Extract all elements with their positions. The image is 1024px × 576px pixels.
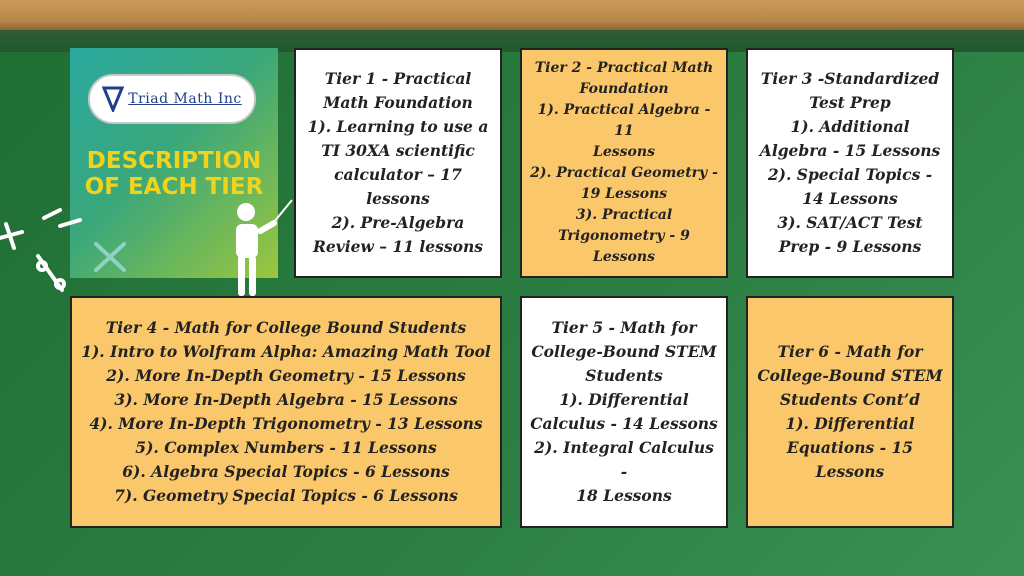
tier-4-line: 5). Complex Numbers - 11 Lessons: [135, 438, 437, 457]
page-title-line1: DESCRIPTION: [86, 148, 262, 174]
tier-6-line: 1). Differential: [785, 414, 915, 433]
tier-5-line: 2). Integral Calculus -: [534, 438, 714, 481]
tier-3-line: 3). SAT/ACT Test: [777, 213, 923, 232]
tier-5-line: 18 Lessons: [576, 486, 672, 505]
tier-5-line: Students: [585, 366, 663, 385]
triangle-logo-icon: [102, 86, 124, 112]
teacher-figure-icon: [222, 196, 302, 300]
minus-icon: [44, 210, 60, 218]
tier-1-line: calculator – 17: [334, 165, 462, 184]
tier-2-text: [530, 58, 718, 268]
tier-3-text: [760, 67, 940, 259]
tier-4-line: Tier 4 - Math for College Bound Students: [105, 318, 467, 337]
tier-1-line: Math Foundation: [323, 93, 473, 112]
logo-text: Triad Math Inc: [128, 91, 242, 107]
tier-5-line: Calculus - 14 Lessons: [530, 414, 718, 433]
page-title-line2: OF EACH TIER: [84, 174, 264, 200]
tier-5-line: 1). Differential: [559, 390, 689, 409]
tier-2-line: 2). Practical Geometry -: [530, 165, 718, 181]
tier-4-card: [70, 296, 502, 528]
tier-1-line: Tier 1 - Practical: [324, 69, 472, 88]
tier-3-card: [746, 48, 954, 278]
tier-1-line: TI 30XA scientific: [321, 141, 475, 160]
tier-2-line: Lessons: [593, 144, 655, 160]
tier-1-text: [308, 67, 489, 259]
tier-2-line: 3). Practical: [575, 207, 673, 223]
tier-6-line: Tier 6 - Math for: [777, 342, 923, 361]
tier-6-line: Equations - 15: [786, 438, 914, 457]
tier-2-line: Lessons: [593, 249, 655, 265]
tier-3-line: 14 Lessons: [802, 189, 898, 208]
tier-5-text: [530, 316, 718, 508]
tier-6-line: Students Cont’d: [779, 390, 921, 409]
tier-4-line: 3). More In-Depth Algebra - 15 Lessons: [114, 390, 458, 409]
tier-4-text: [81, 316, 491, 508]
tier-4-line: 1). Intro to Wolfram Alpha: Amazing Math Tool: [81, 342, 491, 361]
minus-icon-2: [60, 220, 80, 226]
company-logo: [88, 74, 256, 124]
tier-6-card: [746, 296, 954, 528]
tier-2-line: Foundation: [579, 81, 669, 97]
tier-6-text: [757, 340, 942, 484]
tier-2-line: Tier 2 - Practical Math: [534, 60, 714, 76]
tier-2-card: [520, 48, 728, 278]
tier-1-line: lessons: [366, 189, 430, 208]
plus-icon: [0, 224, 22, 248]
tier-3-line: 2). Special Topics -: [767, 165, 933, 184]
tier-4-line: 6). Algebra Special Topics - 6 Lessons: [122, 462, 450, 481]
tier-6-line: Lessons: [815, 462, 885, 481]
tier-3-line: Algebra - 15 Lessons: [759, 141, 941, 160]
tier-1-line: 2). Pre-Algebra: [331, 213, 465, 232]
tier-5-card: [520, 296, 728, 528]
tier-4-line: 4). More In-Depth Trigonometry - 13 Lessons: [89, 414, 483, 433]
tier-3-line: Test Prep: [809, 93, 891, 112]
tier-1-card: [294, 48, 502, 278]
tier-4-line: 2). More In-Depth Geometry - 15 Lessons: [106, 366, 466, 385]
tier-5-line: College-Bound STEM: [531, 342, 717, 361]
tier-3-line: 1). Additional: [790, 117, 910, 136]
tier-2-line: Trigonometry - 9: [558, 228, 690, 244]
wood-frame: [0, 0, 1024, 30]
tier-5-line: Tier 5 - Math for: [551, 318, 697, 337]
tier-2-line: 1). Practical Algebra - 11: [537, 102, 711, 139]
tier-6-line: College-Bound STEM: [757, 366, 943, 385]
tier-1-line: Review – 11 lessons: [313, 237, 483, 256]
tier-4-line: 7). Geometry Special Topics - 6 Lessons: [114, 486, 458, 505]
tier-1-line: 1). Learning to use a: [307, 117, 489, 136]
tier-2-line: 19 Lessons: [580, 186, 668, 202]
tier-3-line: Tier 3 -Standardized: [760, 69, 940, 88]
multiply-icon: [96, 244, 124, 270]
tier-3-line: Prep - 9 Lessons: [778, 237, 922, 256]
